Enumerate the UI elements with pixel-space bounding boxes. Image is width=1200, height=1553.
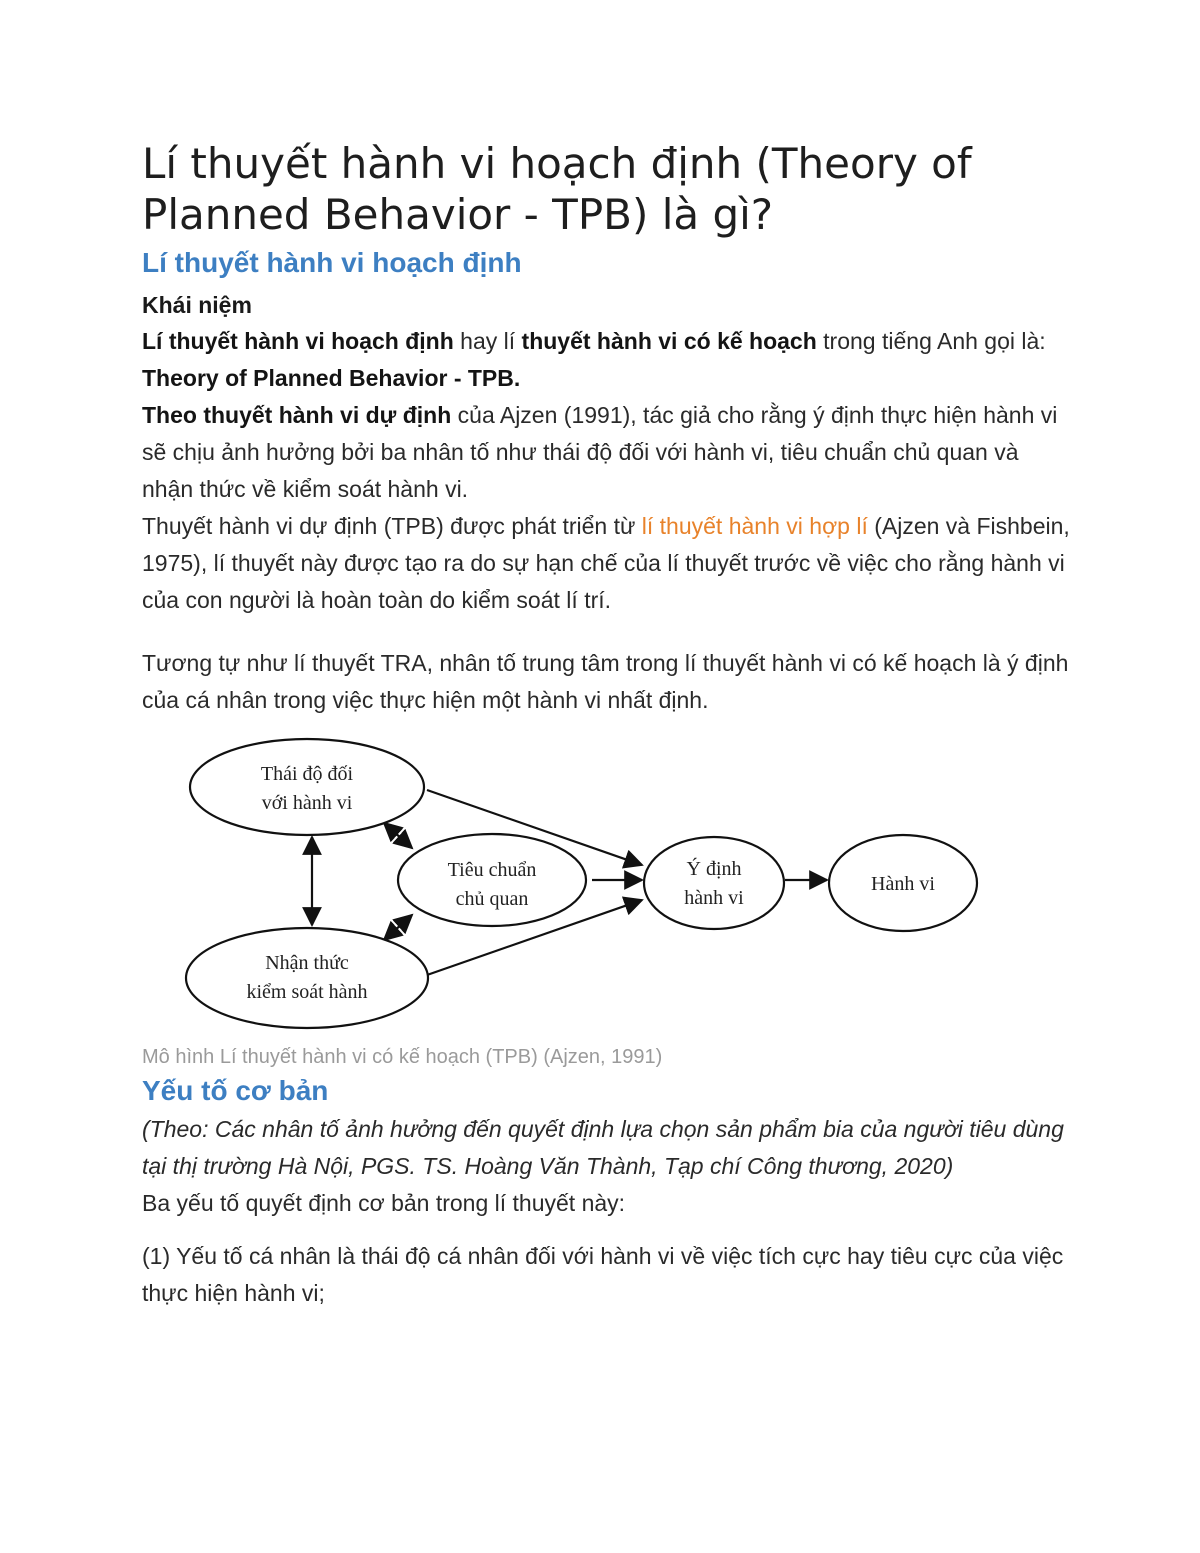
text-run: Thuyết hành vi dự định (TPB) được phát triển từ: [142, 513, 642, 539]
node-control-label-2: kiểm soát hành: [246, 981, 368, 1003]
node-control: [186, 928, 428, 1028]
bold-term: thuyết hành vi có kế hoạch: [521, 328, 817, 354]
node-intention-label-1: Ý định: [686, 858, 742, 880]
tpb-diagram-svg: [182, 735, 1062, 1035]
source-citation: (Theo: Các nhân tố ảnh hưởng đến quyết định lựa chọn sản phẩm bia của người tiêu dùng tại thị trường Hà Nội, PGS. TS. Hoàng Văn Thành, Tạp chí Công thương, 2020): [142, 1116, 1064, 1179]
node-control-label-1: Nhận thức: [265, 952, 349, 974]
node-attitude-label-1: Thái độ đối: [260, 763, 354, 785]
node-attitude: [190, 739, 424, 835]
paragraph-definition: [142, 323, 1072, 397]
list-item-factor-1: (1) Yếu tố cá nhân là thái độ cá nhân đối với hành vi về việc tích cực hay tiêu cực của việc thực hiện hành vi;: [142, 1243, 1064, 1306]
node-intention: [644, 837, 784, 929]
text-run: hay lí: [453, 328, 522, 354]
text-run: của Ajzen (1991), tác giả cho rằng ý định thực hiện hành vi sẽ chịu ảnh hưởng bởi ba nhân tố như thái độ đối với hành vi, tiêu chuẩn chủ quan và nhận thức về kiểm soát hành vi.: [142, 402, 1058, 502]
paragraph-central-factor: Tương tự như lí thuyết TRA, nhân tố trung tâm trong lí thuyết hành vi có kế hoạch là ý định của cá nhân trong việc thực hiện một hành vi nhất định.: [142, 650, 1069, 713]
document-page: [142, 138, 1072, 1312]
bold-term: Theo thuyết hành vi dự định: [142, 402, 452, 428]
text-run: (Ajzen và Fishbein, 1975), lí thuyết này được tạo ra do sự hạn chế của lí thuyết trước về việc cho rằng hành vi của con người là hoàn toàn do kiểm soát lí trí.: [142, 513, 1070, 613]
arrow-control-norm: [384, 915, 412, 940]
arrow-attitude-norm: [384, 823, 412, 848]
link-tra-theory[interactable]: lí thuyết hành vi hợp lí: [641, 513, 868, 539]
node-attitude-label-2: với hành vi: [261, 792, 353, 814]
section-heading-tpb: Lí thuyết hành vi hoạch định: [142, 247, 522, 278]
diagram-caption: Mô hình Lí thuyết hành vi có kế hoạch (TPB) (Ajzen, 1991): [142, 1046, 663, 1068]
paragraph-origin: [142, 508, 1072, 619]
node-norm-label-1: Tiêu chuẩn: [447, 859, 537, 881]
node-behavior-label: Hành vi: [871, 873, 935, 895]
paragraph-intro-factors: Ba yếu tố quyết định cơ bản trong lí thuyết này:: [142, 1190, 626, 1216]
paragraph-ajzen: [142, 397, 1072, 508]
node-intention-label-2: hành vi: [684, 887, 744, 909]
bold-term: Lí thuyết hành vi hoạch định: [142, 328, 454, 354]
section-heading-basic-factors: Yếu tố cơ bản: [142, 1075, 329, 1106]
text-run: trong tiếng Anh gọi là:: [816, 328, 1046, 354]
subheading-concept: Khái niệm: [142, 292, 252, 318]
tpb-diagram: [142, 735, 1072, 1035]
node-norm-label-2: chủ quan: [455, 888, 529, 910]
bold-term: Theory of Planned Behavior - TPB.: [142, 365, 521, 391]
page-title: Lí thuyết hành vi hoạch định (Theory of Planned Behavior - TPB) là gì?: [142, 139, 972, 239]
